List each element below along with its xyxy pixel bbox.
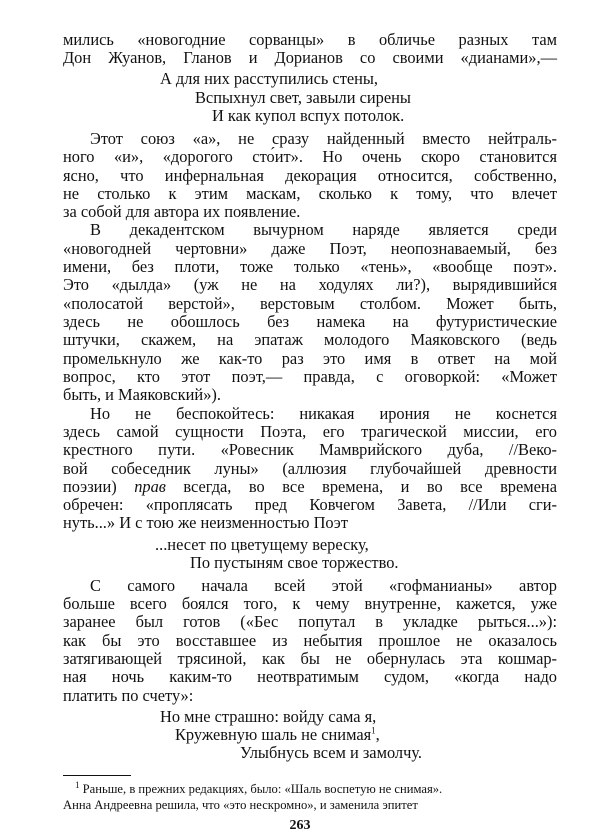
text-line: вопрос, кто этот поэт,— правда, с оговоркой: «Может — [63, 367, 557, 386]
text-line: Дон Жуанов, Гланов и Дорианов со своими «дианами»,— — [63, 48, 557, 67]
text-line: ясно, что инфернальная декорация относится, собственно, — [63, 166, 557, 185]
footnote-line: Анна Андреевна решила, что «это нескромно», и заменила эпитет — [63, 798, 418, 812]
text-line: ная ночь каким-то неотвратимым судом, «когда надо — [63, 667, 557, 686]
text-line: здесь самой сущности Поэта, его трагической миссии, его — [63, 422, 557, 441]
verse-line: Но мне страшно: войду сама я, — [160, 707, 377, 726]
verse-line: А для них расступились стены, — [160, 69, 379, 88]
text-line: С самого начала всей этой «гофманианы» автор — [90, 576, 557, 595]
text-line: не столько к этим маскам, сколько к тому, что влечет — [63, 184, 557, 203]
verse-line: Вспыхнул свет, завыли сирены — [195, 88, 411, 107]
verse-line: ...несет по цветущему вереску, — [155, 535, 369, 554]
text-line: Но не беспокойтесь: никакая ирония не коснется — [90, 404, 557, 423]
text-line: нуть...» И с тою же неизменностью Поэт — [63, 513, 349, 532]
text-line: больше всего боялся того, к чему внутренне, кажется, уже — [63, 594, 557, 613]
verse-text: Кружевную шаль не снимая — [175, 725, 372, 744]
text-line: имени, без плоти, тоже только «тень», «вообще поэт». — [63, 257, 557, 276]
footnote-number: 1 — [75, 779, 80, 790]
text-line: «новогодней чертовни» даже Поэт, неопознаваемый, без — [63, 239, 557, 258]
text-line: как бы это восставшее из небытия прошлое не оказалось — [63, 631, 557, 650]
verse-line: Кружевную шаль не снимая$^1$, — [175, 725, 380, 744]
text-fragment: всегда, во все времена, и во все времена — [183, 477, 557, 496]
text-line: заранее был готов («Бес попутал в укладке рыться...»): — [63, 612, 557, 631]
footnote-rule — [63, 775, 131, 776]
text-fragment: поэзии) — [63, 477, 117, 496]
footnote-marker: 1 — [371, 725, 376, 736]
text-line: платить по счету»: — [63, 686, 194, 705]
text-line: мились «новогодние сорванцы» в обличье разных там — [63, 30, 557, 49]
text-line: промелькнуло же как-то раз это имя в ответ на мой — [63, 349, 557, 368]
text-line: здесь не обошлось без намека на футуристические — [63, 312, 557, 331]
text-line: Это «дылда» (уж не на ходулях ли?), вырядившийся — [63, 275, 557, 294]
text-line: ного «и», «дорогого сто́ит». Но очень скоро становится — [63, 147, 557, 166]
text-line: затягивающей трясиной, как бы не обернулась эта кошмар- — [63, 649, 557, 668]
verse-line: По пустыням свое торжество. — [190, 553, 399, 572]
italic-word: прав — [134, 477, 166, 496]
text-line — [63, 477, 557, 497]
text-line: Этот союз «а», не сразу найденный вместо нейтраль- — [90, 129, 557, 148]
text-line: вой собеседник луны» (аллюзия глубочайшей древности — [63, 459, 557, 478]
page-number: 263 — [289, 818, 311, 833]
text-line: быть, и Маяковский»). — [63, 385, 221, 404]
footnote-text: Раньше, в прежних редакциях, было: «Шаль воспетую не снимая». — [82, 782, 443, 796]
text-line: штучки, скажем, на эпатаж молодого Маяковского (ведь — [63, 330, 557, 349]
text-line: «полосатой верстой», верстовым столбом. Может быть, — [63, 294, 557, 313]
text-line: крестного пути. «Ровесник Мамврийского дуба, //Веко- — [63, 440, 557, 459]
text-line: обречен: «проплясать пред Ковчегом Завета, //Или сги- — [63, 495, 557, 514]
verse-line: И как купол вспух потолок. — [212, 106, 405, 125]
text-line: за собой для автора их появление. — [63, 202, 301, 221]
text-line: В декадентском вычурном наряде является среди — [90, 220, 557, 239]
verse-line: Улыбнусь всем и замолчу. — [240, 743, 423, 762]
